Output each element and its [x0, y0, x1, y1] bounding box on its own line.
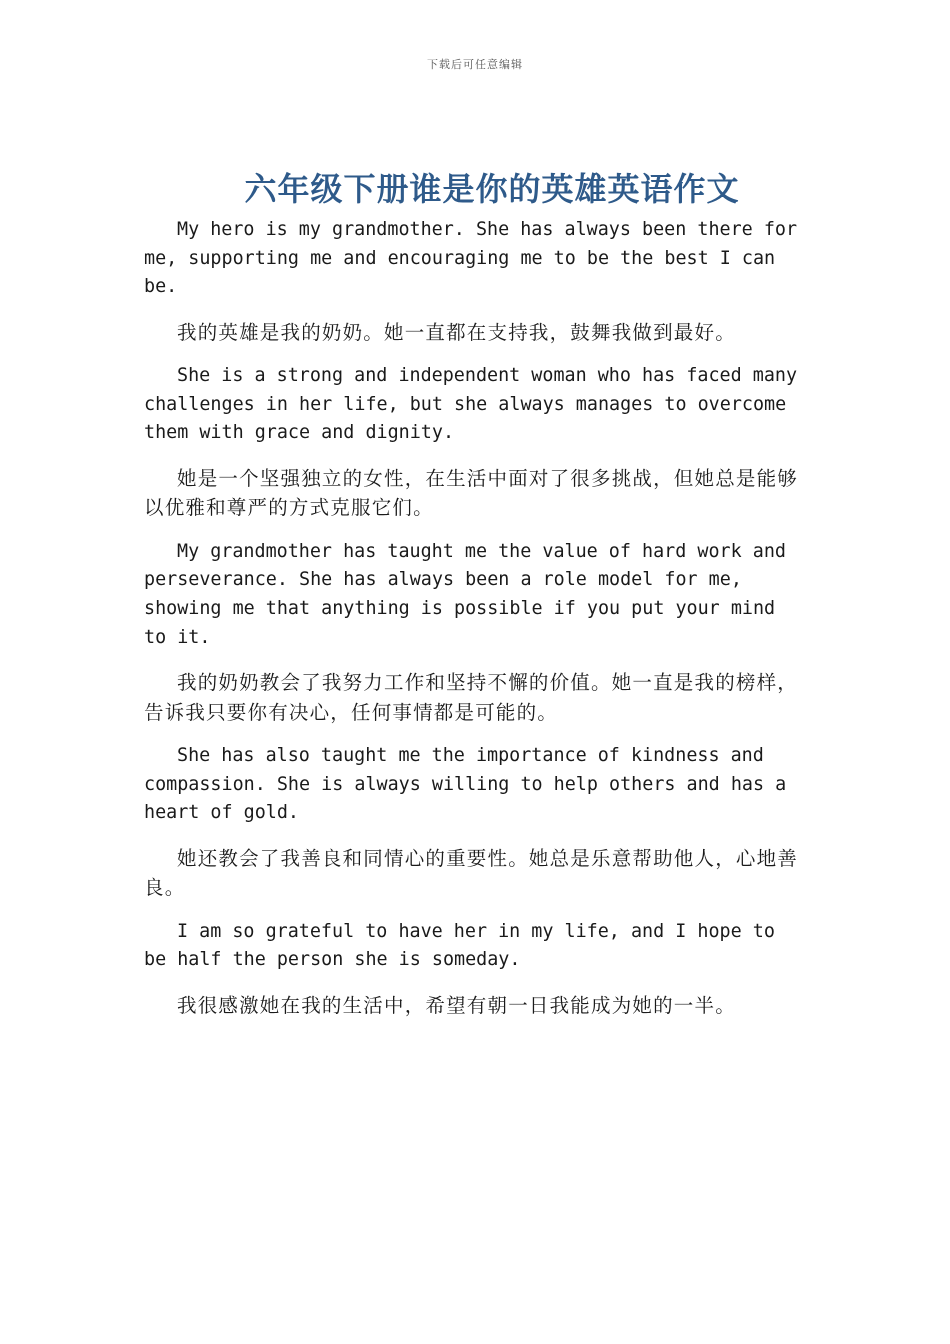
- paragraph-zh-1: 我的英雄是我的奶奶。她一直都在支持我，鼓舞我做到最好。: [177, 320, 736, 344]
- paragraph-en-3: My grandmother has taught me the value of hard work and perseverance. She has always been a role model for me, showing me that anything is possible if you put your mind to it.: [144, 540, 786, 648]
- paragraph-en-4: She has also taught me the importance of kindness and compassion. She is always willing to help others and has a heart of gold.: [144, 744, 787, 824]
- paragraph-en-5: I am so grateful to have her in my life, and I hope to be half the person she is someday.: [144, 920, 775, 971]
- paragraph-zh-3: 我的奶奶教会了我努力工作和坚持不懈的价值。她一直是我的榜样，告诉我只要你有决心，任何事情都是可能的。: [144, 671, 799, 724]
- paragraph-en-1: My hero is my grandmother. She has always been there for me, supporting me and encouraging me to be the best I can be.: [144, 219, 798, 298]
- document-title: 六年级下册谁是你的英雄英语作文: [244, 170, 740, 208]
- paragraph-en-2: She is a strong and independent woman who has faced many challenges in her life, but she always manages to overcome them with grace and dignity.: [144, 365, 798, 444]
- paragraph-zh-2: 她是一个坚强独立的女性，在生活中面对了很多挑战，但她总是能够以优雅和尊严的方式克服它们。: [144, 466, 799, 520]
- paragraph-zh-4: 她还教会了我善良和同情心的重要性。她总是乐意帮助他人，心地善良。: [144, 846, 799, 900]
- paragraph-zh-5: 我很感激她在我的生活中，希望有朝一日我能成为她的一半。: [177, 993, 736, 1017]
- document-body: [144, 216, 808, 1035]
- header-note: 下载后可任意编辑: [427, 58, 523, 71]
